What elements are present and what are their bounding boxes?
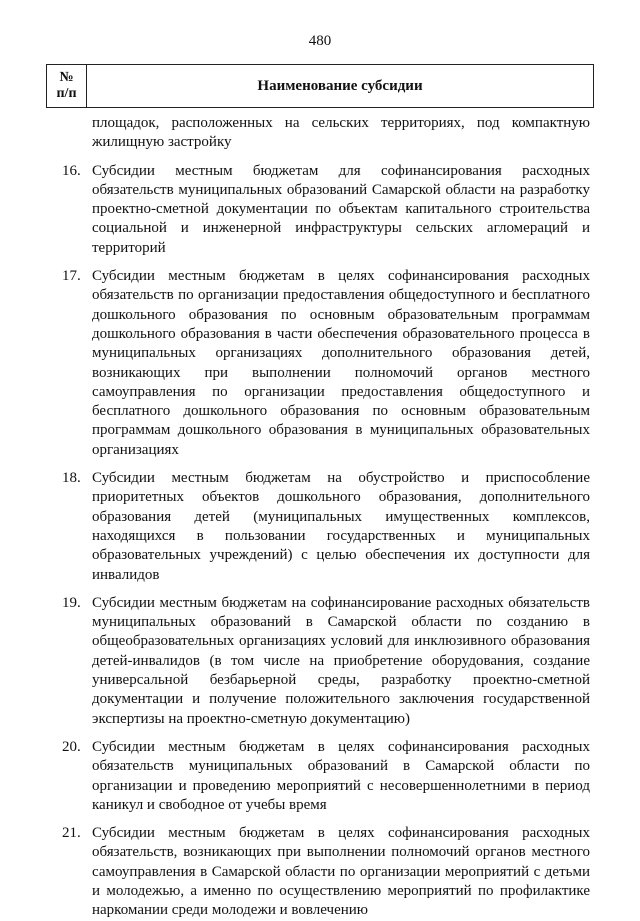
list-item-number: 20. bbox=[62, 738, 81, 755]
list-item-number: 21. bbox=[62, 825, 81, 842]
list-item-text: Субсидии местным бюджетам в целях софинансирования расходных обязательств, возникающих при выполнении полномочий органов местного самоуправления в Самарской области по организации мероприятий с детьми и молодежью, а именно по осуществлению мероприятий по профилактике наркомании среди молодежи и вовлечению bbox=[92, 825, 590, 919]
header-number-symbol: № bbox=[59, 70, 74, 85]
list-item-text: площадок, расположенных на сельских территориях, под компактную жилищную застройку bbox=[92, 115, 590, 151]
header-number-column bbox=[47, 65, 87, 107]
list-item bbox=[62, 738, 590, 815]
list-item-number: 17. bbox=[62, 268, 81, 285]
list-item bbox=[62, 594, 590, 729]
list-item-text: Субсидии местным бюджетам на обустройство и приспособление приоритетных объектов дошкольного образования, дополнительного образования детей (муниципальных имущественных комплексов, находящихся в пользовании государственных и муниципальных образовательных учреждений) с целью обеспечения их доступности для инвалидов bbox=[92, 470, 590, 583]
header-name-column: Наименование субсидии bbox=[257, 77, 423, 94]
list-item bbox=[62, 824, 590, 920]
list-item-text: Субсидии местным бюджетам в целях софинансирования расходных обязательств по организации предоставления общедоступного и бесплатного дошкольного образования по основным образовательным программам дошкольного образования в части обеспечения образовательного процесса в муниципальных организациях дополнительного образования детей, возникающих при выполнении полномочий органов местного самоуправления по организации предоставления общедоступного и бесплатного дошкольного образования по основным образовательным программам дошкольного образования в муниципальных образовательных организациях bbox=[92, 268, 590, 458]
list-item-number: 16. bbox=[62, 162, 81, 179]
subsidy-list bbox=[62, 114, 590, 921]
table-header bbox=[46, 64, 594, 108]
header-number-abbrev: п/п bbox=[56, 86, 77, 101]
list-item-text: Субсидии местным бюджетам для софинансирования расходных обязательств муниципальных образований Самарской области на разработку проектно-сметной документации по объектам капитального строительства социальной и инженерной инфраструктуры сельских агломераций и территорий bbox=[92, 162, 590, 256]
list-item bbox=[62, 267, 590, 460]
list-item bbox=[62, 162, 590, 258]
list-item-text: Субсидии местным бюджетам в целях софинансирования расходных обязательств муниципальных образований в Самарской области по организации и проведению мероприятий с несовершеннолетними в период каникул и свободное от учебы время bbox=[92, 738, 590, 813]
list-item bbox=[62, 469, 590, 585]
list-item-text: Субсидии местным бюджетам на софинансирование расходных обязательств муниципальных образований в Самарской области по созданию в общеобразовательных организациях условий для инклюзивного образования детей-инвалидов (в том числе на приобретение оборудования, создание универсальной безбарьерной среды, разработку проектно-сметной документации и получение положительного заключения государственной экспертизы на проектно-сметную документацию) bbox=[92, 594, 590, 727]
page-number: 480 bbox=[308, 33, 332, 49]
list-item-number: 18. bbox=[62, 470, 81, 487]
list-item-number: 19. bbox=[62, 594, 81, 611]
list-item bbox=[62, 114, 590, 153]
